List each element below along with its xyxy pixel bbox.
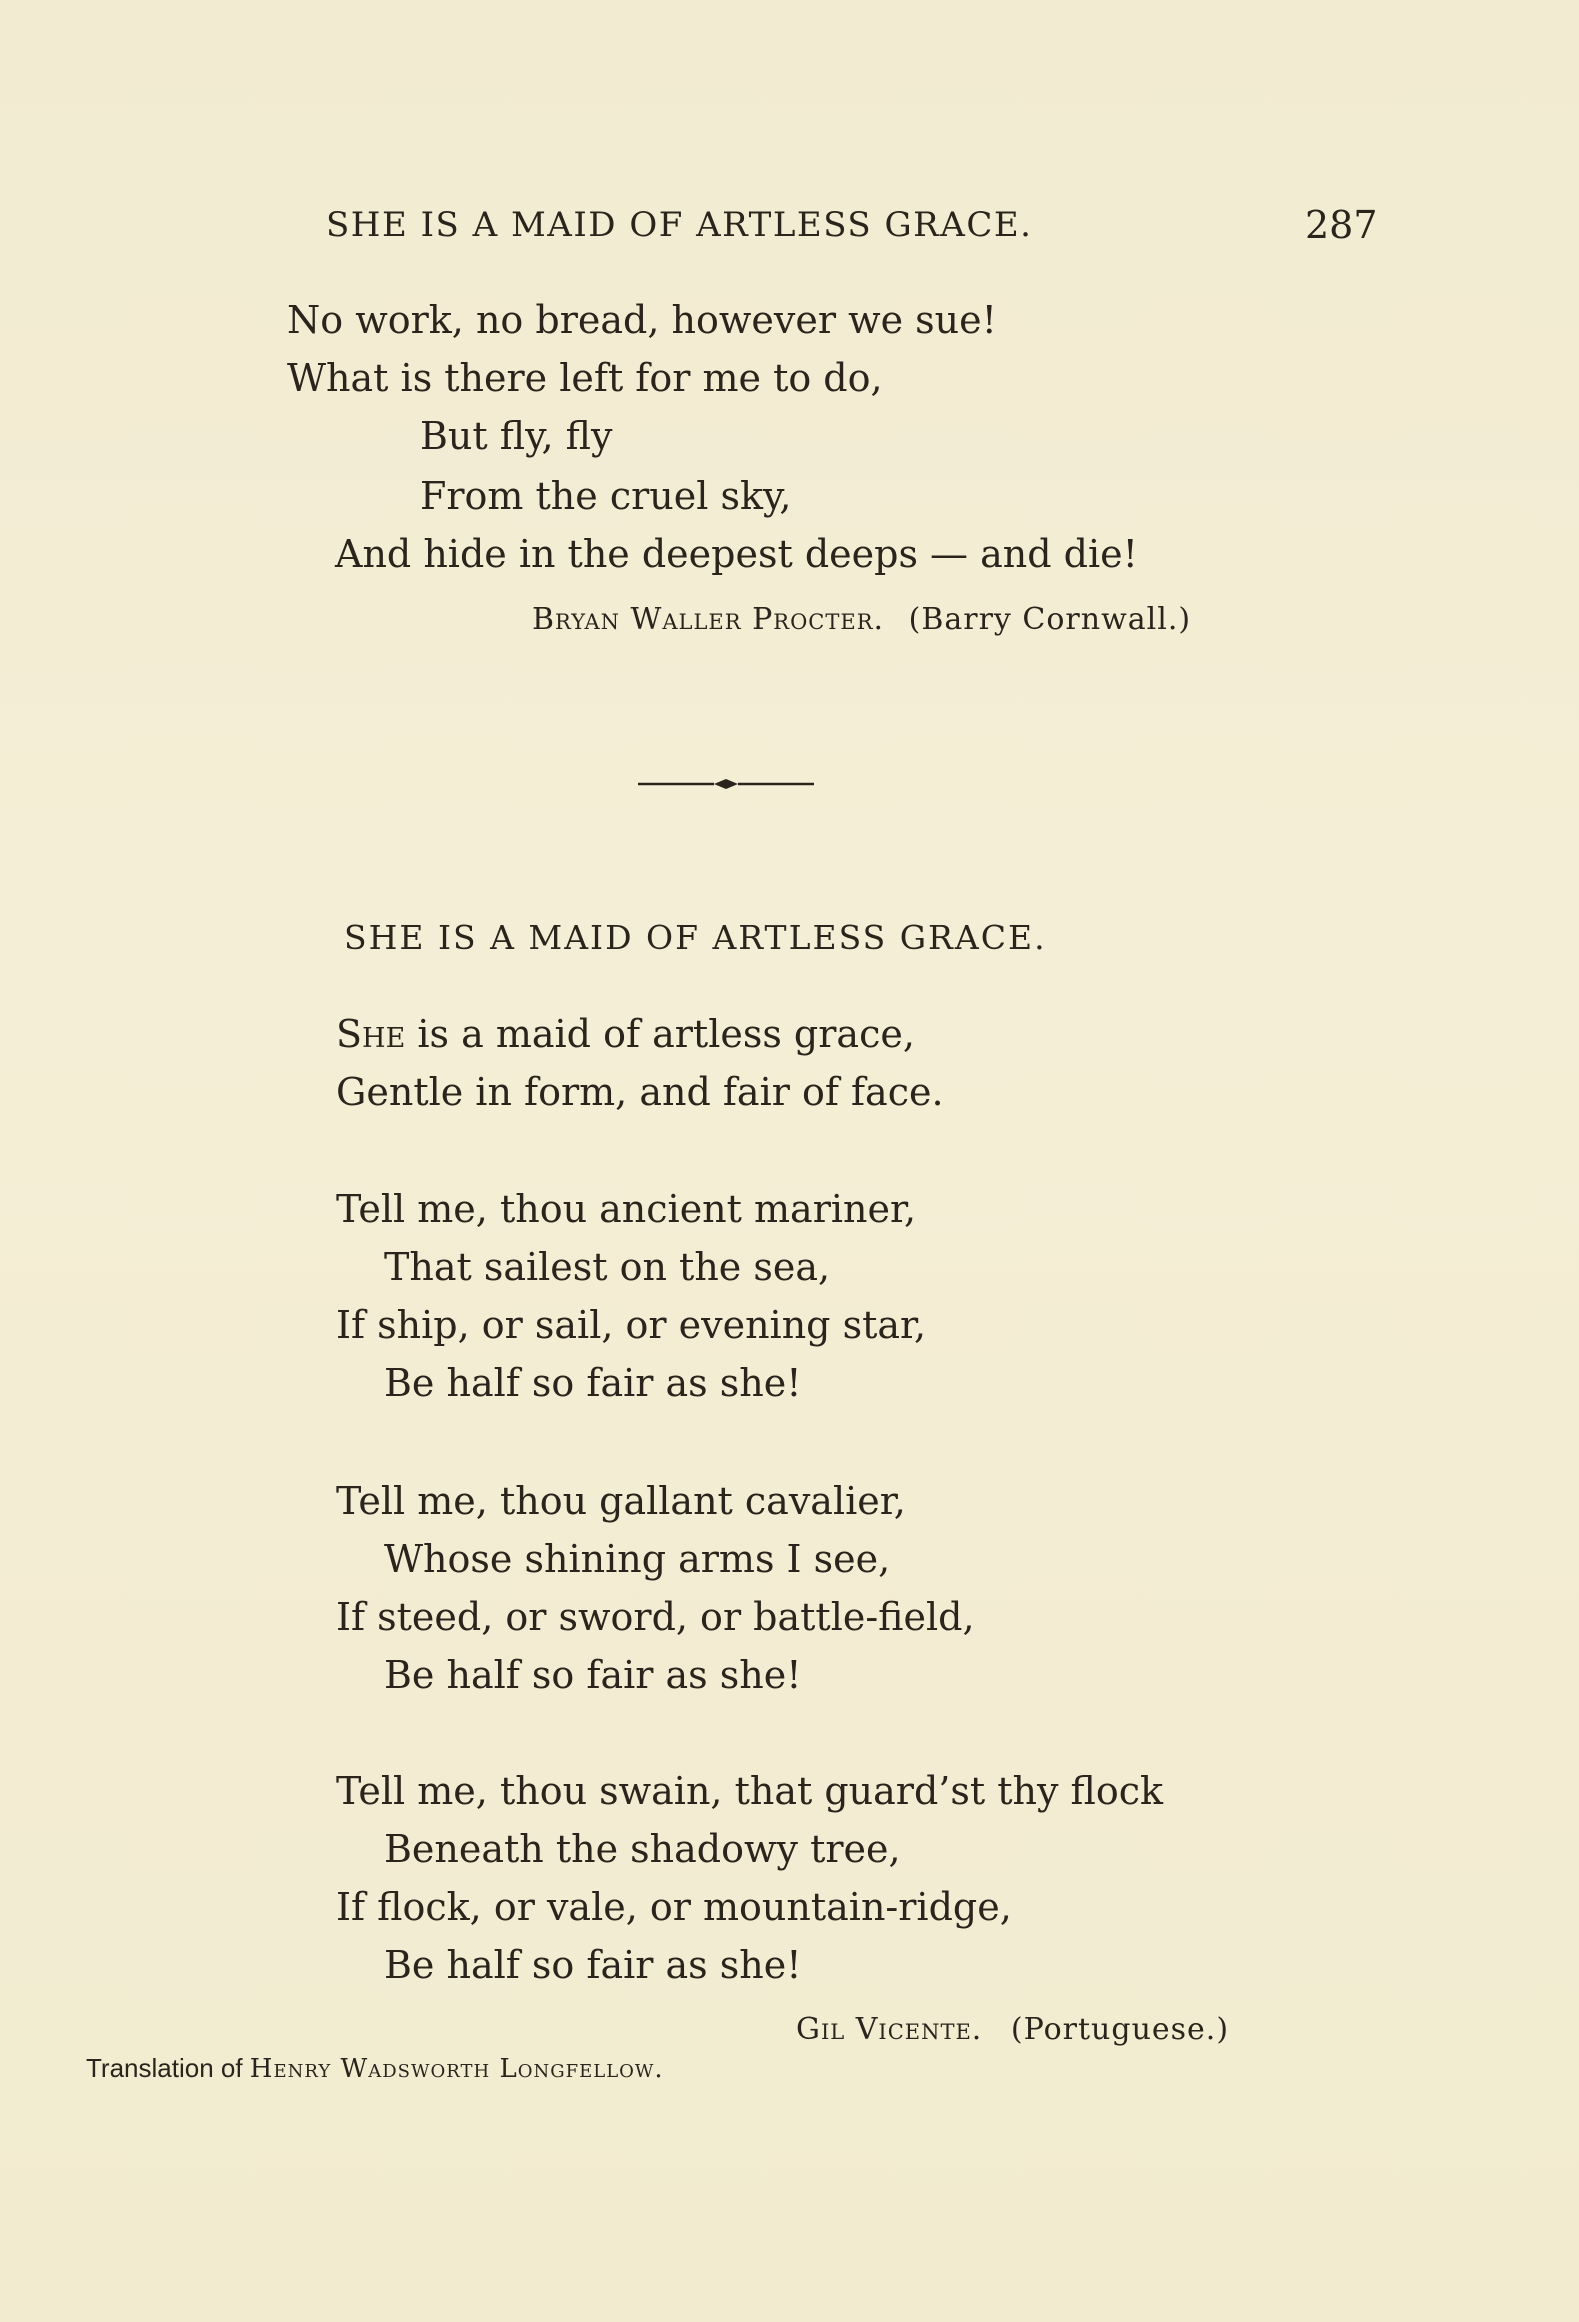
translation-credit: [86, 2053, 664, 2084]
poem-line: Tell me, thou swain, that guard’st thy flock: [336, 1769, 1164, 1813]
poem-first-word: She: [336, 1012, 406, 1056]
running-title: SHE IS A MAID OF ARTLESS GRACE.: [326, 205, 1033, 245]
poem-line: That sailest on the sea,: [384, 1245, 831, 1289]
poem-line: From the cruel sky,: [420, 474, 792, 518]
author-name: Bryan Waller Procter.: [532, 602, 885, 637]
author-name: Gil Vicente.: [796, 2012, 983, 2047]
poem-line: And hide in the deepest deeps — and die!: [335, 532, 1138, 576]
translator-name: Henry Wadsworth Longfellow.: [249, 2054, 664, 2084]
translation-prefix: Translation of: [86, 2053, 243, 2083]
poem-line: Beneath the shadowy tree,: [384, 1827, 901, 1871]
poem-line: Be half so fair as she!: [384, 1361, 802, 1405]
author-note: (Barry Cornwall.): [908, 602, 1192, 637]
poem-first-line-rest: is a maid of artless grace,: [405, 1012, 915, 1056]
poem-line: If steed, or sword, or battle-field,: [336, 1595, 975, 1639]
poem-line: But fly, fly: [420, 414, 613, 458]
poem-line: Tell me, thou ancient mariner,: [336, 1187, 917, 1231]
poem-line: If ship, or sail, or evening star,: [336, 1303, 927, 1347]
poem-attribution: [796, 2012, 1229, 2047]
poem-line: Gentle in form, and fair of face.: [336, 1070, 944, 1114]
previous-poem-attribution: [532, 602, 1191, 637]
poem-line: Tell me, thou gallant cavalier,: [336, 1479, 906, 1523]
poem-line: What is there left for me to do,: [287, 356, 883, 400]
poem-title: SHE IS A MAID OF ARTLESS GRACE.: [344, 918, 1047, 957]
author-note: (Portuguese.): [1010, 2012, 1230, 2047]
poem-line: Be half so fair as she!: [384, 1653, 802, 1697]
poem-line: Be half so fair as she!: [384, 1943, 802, 1987]
poem-line: No work, no bread, however we sue!: [287, 298, 997, 342]
poem-first-line: [336, 1012, 915, 1056]
ornament-divider-icon: [638, 776, 814, 792]
poem-line: Whose shining arms I see,: [384, 1537, 891, 1581]
page-number: 287: [1305, 203, 1378, 247]
poem-line: If flock, or vale, or mountain-ridge,: [336, 1885, 1012, 1929]
